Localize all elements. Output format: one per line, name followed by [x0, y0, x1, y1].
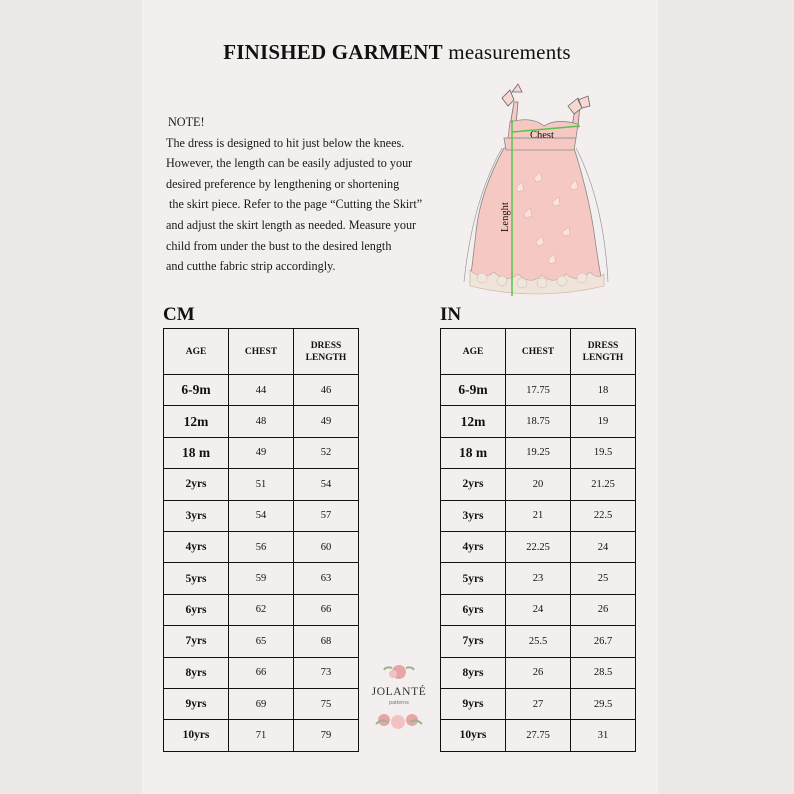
length-cell: 66 — [294, 594, 359, 625]
length-cell: 26 — [571, 594, 636, 625]
length-cell: 26.7 — [571, 626, 636, 657]
note-line: The dress is designed to hit just below the knees. — [166, 135, 405, 150]
age-cell: 18 m — [164, 437, 229, 468]
table-row — [441, 406, 636, 437]
age-cell: 5yrs — [441, 563, 506, 594]
table-header-row — [441, 329, 636, 375]
table-row — [441, 531, 636, 562]
dress-length-header: DRESS LENGTH — [294, 329, 359, 375]
note-line: and adjust the skirt length as needed. Measure your — [166, 217, 417, 232]
note-line: desired preference by lengthening or shortening — [166, 176, 400, 191]
age-cell: 6yrs — [164, 594, 229, 625]
table-row — [441, 500, 636, 531]
chest-cell: 21 — [506, 500, 571, 531]
length-cell: 54 — [294, 469, 359, 500]
table-row — [441, 375, 636, 406]
age-cell: 12m — [441, 406, 506, 437]
chest-cell: 59 — [229, 563, 294, 594]
table-row — [441, 563, 636, 594]
table-row — [164, 594, 359, 625]
chest-cell: 22.25 — [506, 531, 571, 562]
table-row — [164, 531, 359, 562]
length-cell: 73 — [294, 657, 359, 688]
chest-cell: 27 — [506, 688, 571, 719]
age-cell: 6yrs — [441, 594, 506, 625]
chest-cell: 24 — [506, 594, 571, 625]
age-cell: 8yrs — [441, 657, 506, 688]
length-cell: 57 — [294, 500, 359, 531]
in-table-body — [441, 375, 636, 752]
table-row — [164, 688, 359, 719]
length-cell: 19 — [571, 406, 636, 437]
chest-label: Chest — [530, 130, 554, 141]
length-cell: 60 — [294, 531, 359, 562]
cm-size-table — [163, 328, 359, 752]
length-cell: 25 — [571, 563, 636, 594]
table-row — [164, 437, 359, 468]
chest-cell: 48 — [229, 406, 294, 437]
length-cell: 52 — [294, 437, 359, 468]
in-unit-label: IN — [440, 304, 462, 325]
jolante-logo — [362, 662, 436, 736]
length-label: Lenght — [500, 202, 511, 232]
age-cell: 10yrs — [441, 720, 506, 751]
length-cell: 46 — [294, 375, 359, 406]
age-cell: 12m — [164, 406, 229, 437]
length-cell: 68 — [294, 626, 359, 657]
chest-header: CHEST — [229, 329, 294, 375]
page-title — [0, 40, 794, 65]
in-size-table — [440, 328, 636, 752]
age-cell: 2yrs — [164, 469, 229, 500]
table-row — [441, 720, 636, 751]
table-row — [441, 594, 636, 625]
age-cell: 7yrs — [441, 626, 506, 657]
table-row — [441, 469, 636, 500]
table-row — [441, 688, 636, 719]
chest-cell: 51 — [229, 469, 294, 500]
table-row — [164, 406, 359, 437]
age-cell: 5yrs — [164, 563, 229, 594]
chest-cell: 65 — [229, 626, 294, 657]
table-row — [164, 563, 359, 594]
logo-sub: patterns — [389, 700, 409, 706]
table-row — [164, 657, 359, 688]
chest-cell: 54 — [229, 500, 294, 531]
age-cell: 8yrs — [164, 657, 229, 688]
chest-cell: 56 — [229, 531, 294, 562]
age-cell: 6-9m — [164, 375, 229, 406]
age-cell: 4yrs — [441, 531, 506, 562]
age-cell: 9yrs — [441, 688, 506, 719]
chest-header: CHEST — [506, 329, 571, 375]
logo-name: JOLANTÉ — [371, 686, 427, 698]
table-row — [164, 720, 359, 751]
table-header-row — [164, 329, 359, 375]
age-cell: 18 m — [441, 437, 506, 468]
note-line: the skirt piece. Refer to the page “Cutting the Skirt” — [169, 197, 423, 212]
chest-cell: 19.25 — [506, 437, 571, 468]
note-line: and cutthe fabric strip accordingly. — [166, 259, 336, 274]
note-heading: NOTE! — [168, 115, 205, 129]
age-cell: 3yrs — [441, 500, 506, 531]
age-header: AGE — [164, 329, 229, 375]
chest-cell: 23 — [506, 563, 571, 594]
chest-cell: 62 — [229, 594, 294, 625]
chest-cell: 18.75 — [506, 406, 571, 437]
table-row — [164, 469, 359, 500]
length-cell: 79 — [294, 720, 359, 751]
length-cell: 19.5 — [571, 437, 636, 468]
length-cell: 75 — [294, 688, 359, 719]
length-cell: 21.25 — [571, 469, 636, 500]
age-cell: 9yrs — [164, 688, 229, 719]
length-cell: 18 — [571, 375, 636, 406]
chest-cell: 25.5 — [506, 626, 571, 657]
length-cell: 31 — [571, 720, 636, 751]
table-row — [164, 500, 359, 531]
chest-cell: 27.75 — [506, 720, 571, 751]
title-bold: FINISHED GARMENT — [223, 40, 443, 64]
rose-icon — [362, 662, 436, 736]
table-row — [164, 375, 359, 406]
table-row — [164, 626, 359, 657]
note-line: child from under the bust to the desired length — [166, 238, 392, 253]
age-cell: 7yrs — [164, 626, 229, 657]
age-cell: 4yrs — [164, 531, 229, 562]
length-cell: 24 — [571, 531, 636, 562]
table-row — [441, 437, 636, 468]
cm-unit-label: CM — [163, 304, 195, 325]
note-line: However, the length can be easily adjusted to your — [166, 156, 413, 171]
chest-cell: 44 — [229, 375, 294, 406]
table-row — [441, 626, 636, 657]
chest-cell: 66 — [229, 657, 294, 688]
length-cell: 63 — [294, 563, 359, 594]
title-rest: measurements — [442, 40, 571, 64]
length-cell: 49 — [294, 406, 359, 437]
chest-cell: 20 — [506, 469, 571, 500]
chest-cell: 26 — [506, 657, 571, 688]
age-cell: 6-9m — [441, 375, 506, 406]
chest-cell: 17.75 — [506, 375, 571, 406]
table-row — [441, 657, 636, 688]
chest-cell: 69 — [229, 688, 294, 719]
length-cell: 29.5 — [571, 688, 636, 719]
note-block — [166, 112, 466, 277]
age-cell: 10yrs — [164, 720, 229, 751]
age-header: AGE — [441, 329, 506, 375]
age-cell: 3yrs — [164, 500, 229, 531]
chest-cell: 49 — [229, 437, 294, 468]
chest-cell: 71 — [229, 720, 294, 751]
length-cell: 22.5 — [571, 500, 636, 531]
length-cell: 28.5 — [571, 657, 636, 688]
cm-table-body — [164, 375, 359, 752]
dress-length-header: DRESS LENGTH — [571, 329, 636, 375]
dress-illustration — [452, 82, 612, 304]
age-cell: 2yrs — [441, 469, 506, 500]
